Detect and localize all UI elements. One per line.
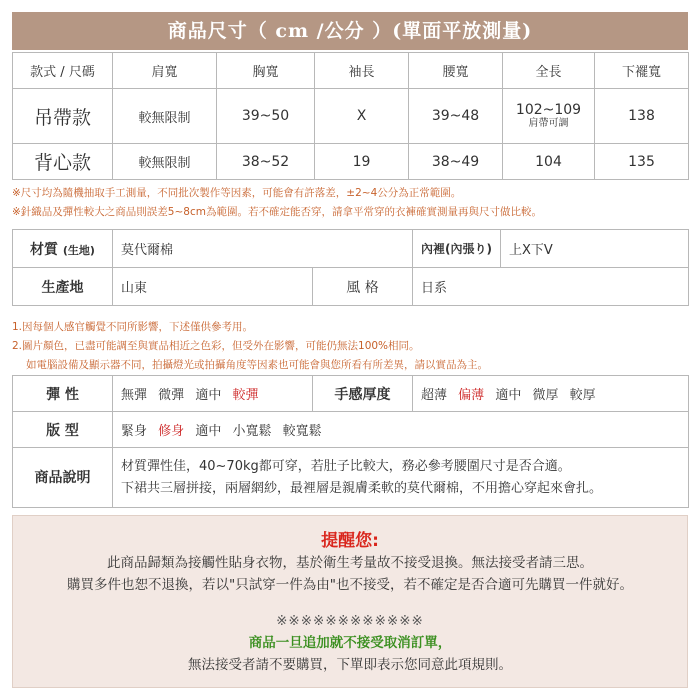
table-row [13,376,689,412]
chest-value: 38~52 [217,144,315,180]
table-row [13,89,689,144]
table-row [13,412,689,448]
reminder-line: 購買多件也恕不退換，若以"只試穿一件為由"也不接受，若不確定是否合適可先購買一件就好。 [67,577,633,593]
fit-options [113,412,689,448]
thickness-option: 微厚 [532,388,559,403]
length-number: 102~109 [515,102,582,118]
material-table [12,229,689,306]
material-label [13,230,113,268]
length-note: 肩帶可調 [528,118,569,129]
elastic-option: 微彈 [158,388,185,403]
thickness-label: 手感厚度 [313,376,413,412]
reminder-stars: ※※※※※※※※※※※※ [276,613,424,629]
reminder-line: 無法接受者請不要購買，下單即表示您同意此項規則。 [188,657,512,673]
thickness-option: 較厚 [569,388,596,403]
fit-option: 較寬鬆 [282,424,322,439]
reminder-box [12,515,688,688]
description-line: 材質彈性佳，40~70kg都可穿，若肚子比較大，務必參考腰圍尺寸是否合適。 [121,458,571,474]
note-line: ※尺寸均為隨機抽取手工測量，不同批次製作等因素，可能會有許落差，±2~4公分為正常範圍。 [12,187,462,199]
table-row [13,448,689,508]
description-label: 商品說明 [13,448,113,508]
shoulder-value: 較無限制 [113,144,217,180]
column-header: 袖長 [315,53,409,89]
fit-option-selected: 修身 [158,424,185,439]
page-title: 商品尺寸（ cm /公分 ）(單面平放測量) [12,12,688,50]
description-text [113,448,689,508]
table-row [13,230,689,268]
style-label: 風 格 [313,268,413,306]
length-value [503,89,595,144]
column-header: 全長 [503,53,595,89]
reminder-title: 提醒您: [321,531,379,551]
waist-value: 39~48 [409,89,503,144]
fit-option: 緊身 [121,424,148,439]
size-table [12,52,689,180]
sleeve-value: X [315,89,409,144]
waist-value: 38~49 [409,144,503,180]
thickness-option: 超薄 [421,388,448,403]
elastic-option: 無彈 [121,388,148,403]
fit-option: 小寬鬆 [232,424,272,439]
elastic-option-selected: 較彈 [232,388,259,403]
size-table-header [13,53,689,89]
elastic-option: 適中 [195,388,222,403]
table-row [13,268,689,306]
style-name: 背心款 [13,144,113,180]
thickness-option: 適中 [495,388,522,403]
shoulder-value: 較無限制 [113,89,217,144]
fit-label: 版 型 [13,412,113,448]
thickness-option-selected: 偏薄 [458,388,485,403]
column-header: 肩寬 [113,53,217,89]
note-line: ※針織品及彈性較大之商品則誤差5~8cm為範圍。若不確定能否穿，請拿平常穿的衣褲確實測量再與尺寸做比較。 [12,206,542,218]
hem-value: 138 [595,89,689,144]
photo-notes [12,318,688,375]
feel-table [12,375,689,508]
material-label-small: (生地) [62,243,95,257]
origin-value: 山東 [113,268,313,306]
column-header: 款式 / 尺碼 [13,53,113,89]
description-line: 下裙共三層拼接，兩層網紗，最裡層是親膚柔軟的莫代爾棉，不用擔心穿起來會扎。 [121,480,603,496]
lining-value: 上X下V [501,230,689,268]
fit-option: 適中 [195,424,222,439]
reminder-warning: 商品一旦追加就不接受取消訂單， [248,635,452,651]
column-header: 腰寬 [409,53,503,89]
elastic-label: 彈 性 [13,376,113,412]
origin-label: 生產地 [13,268,113,306]
lining-label: 內裡(內張り) [413,230,501,268]
note-line: 1.因每個人感官觸覺不同所影響，下述僅供參考用。 [12,321,254,333]
sleeve-value: 19 [315,144,409,180]
column-header: 胸寬 [217,53,315,89]
chest-value: 39~50 [217,89,315,144]
table-row [13,144,689,180]
material-value: 莫代爾棉 [113,230,413,268]
style-name: 吊帶款 [13,89,113,144]
hem-value: 135 [595,144,689,180]
note-line: 2.圖片顏色，已盡可能調至與實品相近之色彩，但受外在影響，可能仍無法100%相同。 [12,340,420,352]
size-notes [12,184,688,222]
length-value: 104 [503,144,595,180]
material-label-text: 材質 [30,241,59,258]
column-header: 下襬寬 [595,53,689,89]
thickness-options [413,376,689,412]
elastic-options [113,376,313,412]
reminder-line: 此商品歸類為接觸性貼身衣物，基於衛生考量故不接受退換。無法接受者請三思。 [107,555,593,571]
note-line: 如電腦設備及顯示器不同，拍攝燈光或拍攝角度等因素也可能會與您所看有所差異，請以實品為主。 [26,359,488,371]
style-value: 日系 [413,268,689,306]
